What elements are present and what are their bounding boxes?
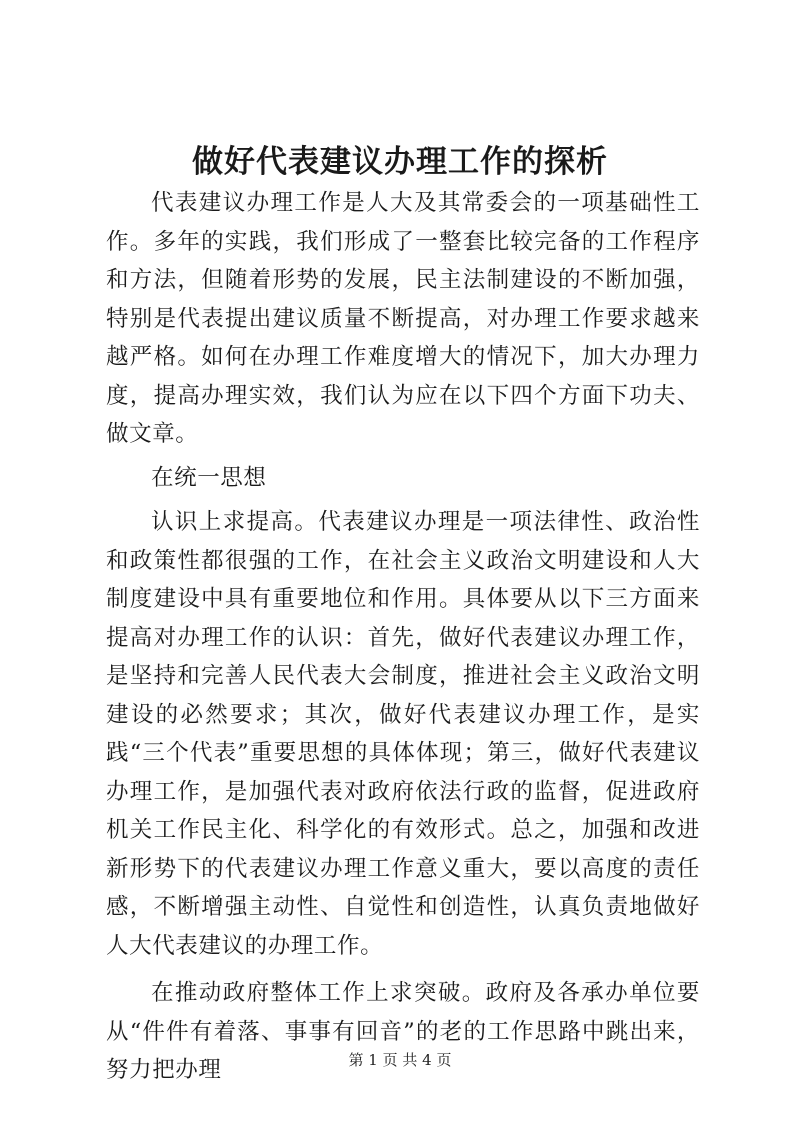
page-footer xyxy=(0,1050,800,1070)
paragraph-government-work: 在推动政府整体工作上求突破。政府及各承办单位要从“件件有着落、事事有回音”的老的工作思路中跳出来，努力把办理 xyxy=(106,980,700,1083)
paragraph-section-heading: 在统一思想 xyxy=(151,464,267,491)
document-title: 做好代表建议办理工作的探析 xyxy=(192,144,608,180)
paragraph-intro: 代表建议办理工作是人大及其常委会的一项基础性工作。多年的实践，我们形成了一整套比较完备的工作程序和方法，但随着形势的发展，民主法制建设的不断加强，特别是代表提出建议质量不断提高，对办理工作要求越来越严格。如何在办理工作难度增大的情况下，加大办理力度，提高办理实效，我们认为应在以下四个方面下功夫、做文章。 xyxy=(106,190,700,447)
paragraph-understanding: 认识上求提高。代表建议办理是一项法律性、政治性和政策性都很强的工作，在社会主义政治文明建设和人大制度建设中具有重要地位和作用。具体要从以下三方面来提高对办理工作的认识：首先，做好代表建议办理工作，是坚持和完善人民代表大会制度，推进社会主义政治文明建设的必然要求；其次，做好代表建议办理工作，是实践“三个代表”重要思想的具体体现；第三，做好代表建议办理工作，是加强代表对政府依法行政的监督，促进政府机关工作民主化、科学化的有效形式。总之，加强和改进新形势下的代表建议办理工作意义重大，要以高度的责任感，不断增强主动性、自觉性和创造性，认真负责地做好人大代表建议的办理工作。 xyxy=(106,509,700,959)
page-number: 第 1 页 共 4 页 xyxy=(348,1051,452,1069)
document-body xyxy=(106,184,700,1090)
